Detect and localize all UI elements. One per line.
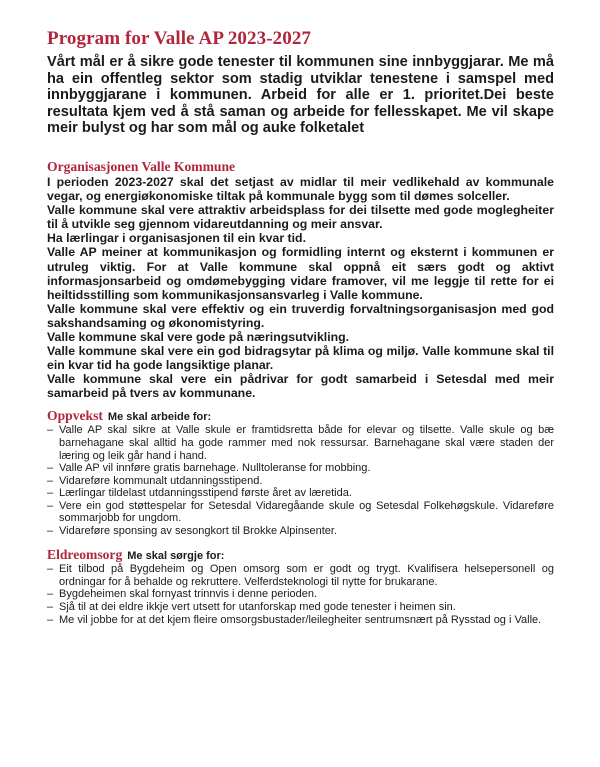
dash-bullet: – — [47, 601, 54, 614]
list-item — [47, 525, 554, 538]
list-item-text: Vere ein god støttespelar for Setesdal Vidaregåande skule og Setesdal Folkehøgskule. Vidareføre sommarjobb for ungdom. — [59, 499, 554, 525]
list-item-text: Vidareføre sponsing av sesongkort til Brokke Alpinsenter. — [59, 524, 338, 537]
org-paragraph: Valle kommune skal vere gode på næringsutvikling. — [47, 330, 350, 344]
list-item — [47, 475, 554, 488]
list-item-text: Sjå til at dei eldre ikkje vert utsett for utanforskap med gode tenester i heimen sin. — [59, 601, 456, 614]
section-oppvekst — [47, 408, 554, 537]
dash-bullet: – — [47, 588, 54, 601]
dash-bullet: – — [47, 487, 54, 500]
org-paragraph: Valle kommune skal vere ein god bidragsytar på klima og miljø. Valle kommune skal til ein kvar tid ha gode langsiktige planar. — [47, 344, 554, 373]
list-item — [47, 614, 554, 627]
section-heading-organisasjonen: Organisasjonen Valle Kommune — [47, 158, 236, 174]
eldreomsorg-subheading: Me skal sørgje for: — [127, 550, 225, 563]
section-heading-eldreomsorg: Eldreomsorg — [47, 547, 123, 563]
dash-bullet: – — [47, 524, 54, 537]
org-paragraph: Valle kommune skal vere attraktiv arbeidsplass for dei tilsette med gode moglegheiter til å utvikle seg gjennom vidareutdanning og meir ansvar. — [47, 203, 554, 232]
list-item-text: Vidareføre kommunalt utdanningsstipend. — [59, 474, 263, 487]
section-heading-oppvekst: Oppvekst — [47, 408, 103, 424]
oppvekst-heading-line — [47, 408, 554, 424]
list-item-text: Bygdeheimen skal fornyast trinnvis i denne perioden. — [59, 588, 318, 601]
dash-bullet: – — [47, 474, 54, 487]
org-paragraph: Valle kommune skal vere ein pådrivar for godt samarbeid i Setesdal med meir samarbeid på tvers av kommunane. — [47, 372, 554, 401]
list-item — [47, 563, 554, 588]
oppvekst-list — [47, 424, 554, 537]
list-item — [47, 424, 554, 462]
list-item-text: Me vil jobbe for at det kjem fleire omsorgsbustader/leilegheiter sentrumsnært på Rysstad og i Valle. — [59, 613, 542, 626]
dash-bullet: – — [47, 613, 54, 626]
section-organisasjonen — [47, 159, 554, 401]
page-title: Program for Valle AP 2023-2027 — [47, 28, 312, 49]
dash-bullet: – — [47, 563, 54, 576]
eldreomsorg-list — [47, 563, 554, 626]
eldreomsorg-heading-line — [47, 547, 554, 563]
list-item-text: Eit tilbod på Bygdeheim og Open omsorg som er godt og trygt. Kvalifisera helsepersonell og ordningar for å behalde og rekruttere. Velferdsteknologi til nytte for brukarane. — [59, 563, 554, 588]
dash-bullet: – — [47, 499, 54, 512]
list-item-text: Valle AP vil innføre gratis barnehage. Nulltoleranse for mobbing. — [59, 462, 371, 475]
org-paragraph: I perioden 2023-2027 skal det setjast av midlar til meir vedlikehald av kommunale vegar, og energiøkonomiske tiltak på kommunale bygg som til dømes solceller. — [47, 174, 554, 204]
list-item — [47, 601, 554, 614]
list-item-text: Valle AP skal sikre at Valle skule er framtidsretta både for elevar og tilsette. Valle skule og bæ barnehagane skal alltid ha gode rammer med nok ressursar. Barnehagane skal være staden der læring og leik går hand i hand. — [59, 424, 554, 462]
list-item — [47, 588, 554, 601]
intro-paragraph: Vårt mål er å sikre gode tenester til kommunen sine innbyggjarar. Me må ha ein offentleg sektor som stadig utviklar tenestene i samspel med innbyggjarane i kommunen. Arbeid for alle er 1. prioritet.Dei beste resultata kjem ved å stå saman og arbeide for fellesskapet. Me vil skape meir bulyst og har som mål og auke folketalet — [47, 54, 554, 137]
org-paragraph: Valle AP meiner at kommunikasjon og formidling internt og eksternt i kommunen er utruleg viktig. For at Valle kommune skal oppnå eit særs godt og aktivt informasjonsarbeid og omdømebygging vidare framover, vil me leggje til rette for ei heiltidsstilling som kommunikasjonsansvarleg i Valle kommune. — [47, 245, 554, 302]
list-item — [47, 500, 554, 525]
org-paragraph: Valle kommune skal vere effektiv og ein truverdig forvaltningsorganisasjon med god sakshandsaming og økonomistyring. — [47, 301, 554, 330]
section-eldreomsorg — [47, 547, 554, 626]
org-paragraph: Ha lærlingar i organisasjonen til ein kvar tid. — [47, 231, 306, 246]
list-item — [47, 487, 554, 500]
dash-bullet: – — [47, 462, 54, 475]
list-item-text: Lærlingar tildelast utdanningsstipend første året av læretida. — [59, 487, 352, 500]
dash-bullet: – — [47, 424, 54, 437]
list-item — [47, 462, 554, 475]
oppvekst-subheading: Me skal arbeide for: — [107, 411, 212, 424]
